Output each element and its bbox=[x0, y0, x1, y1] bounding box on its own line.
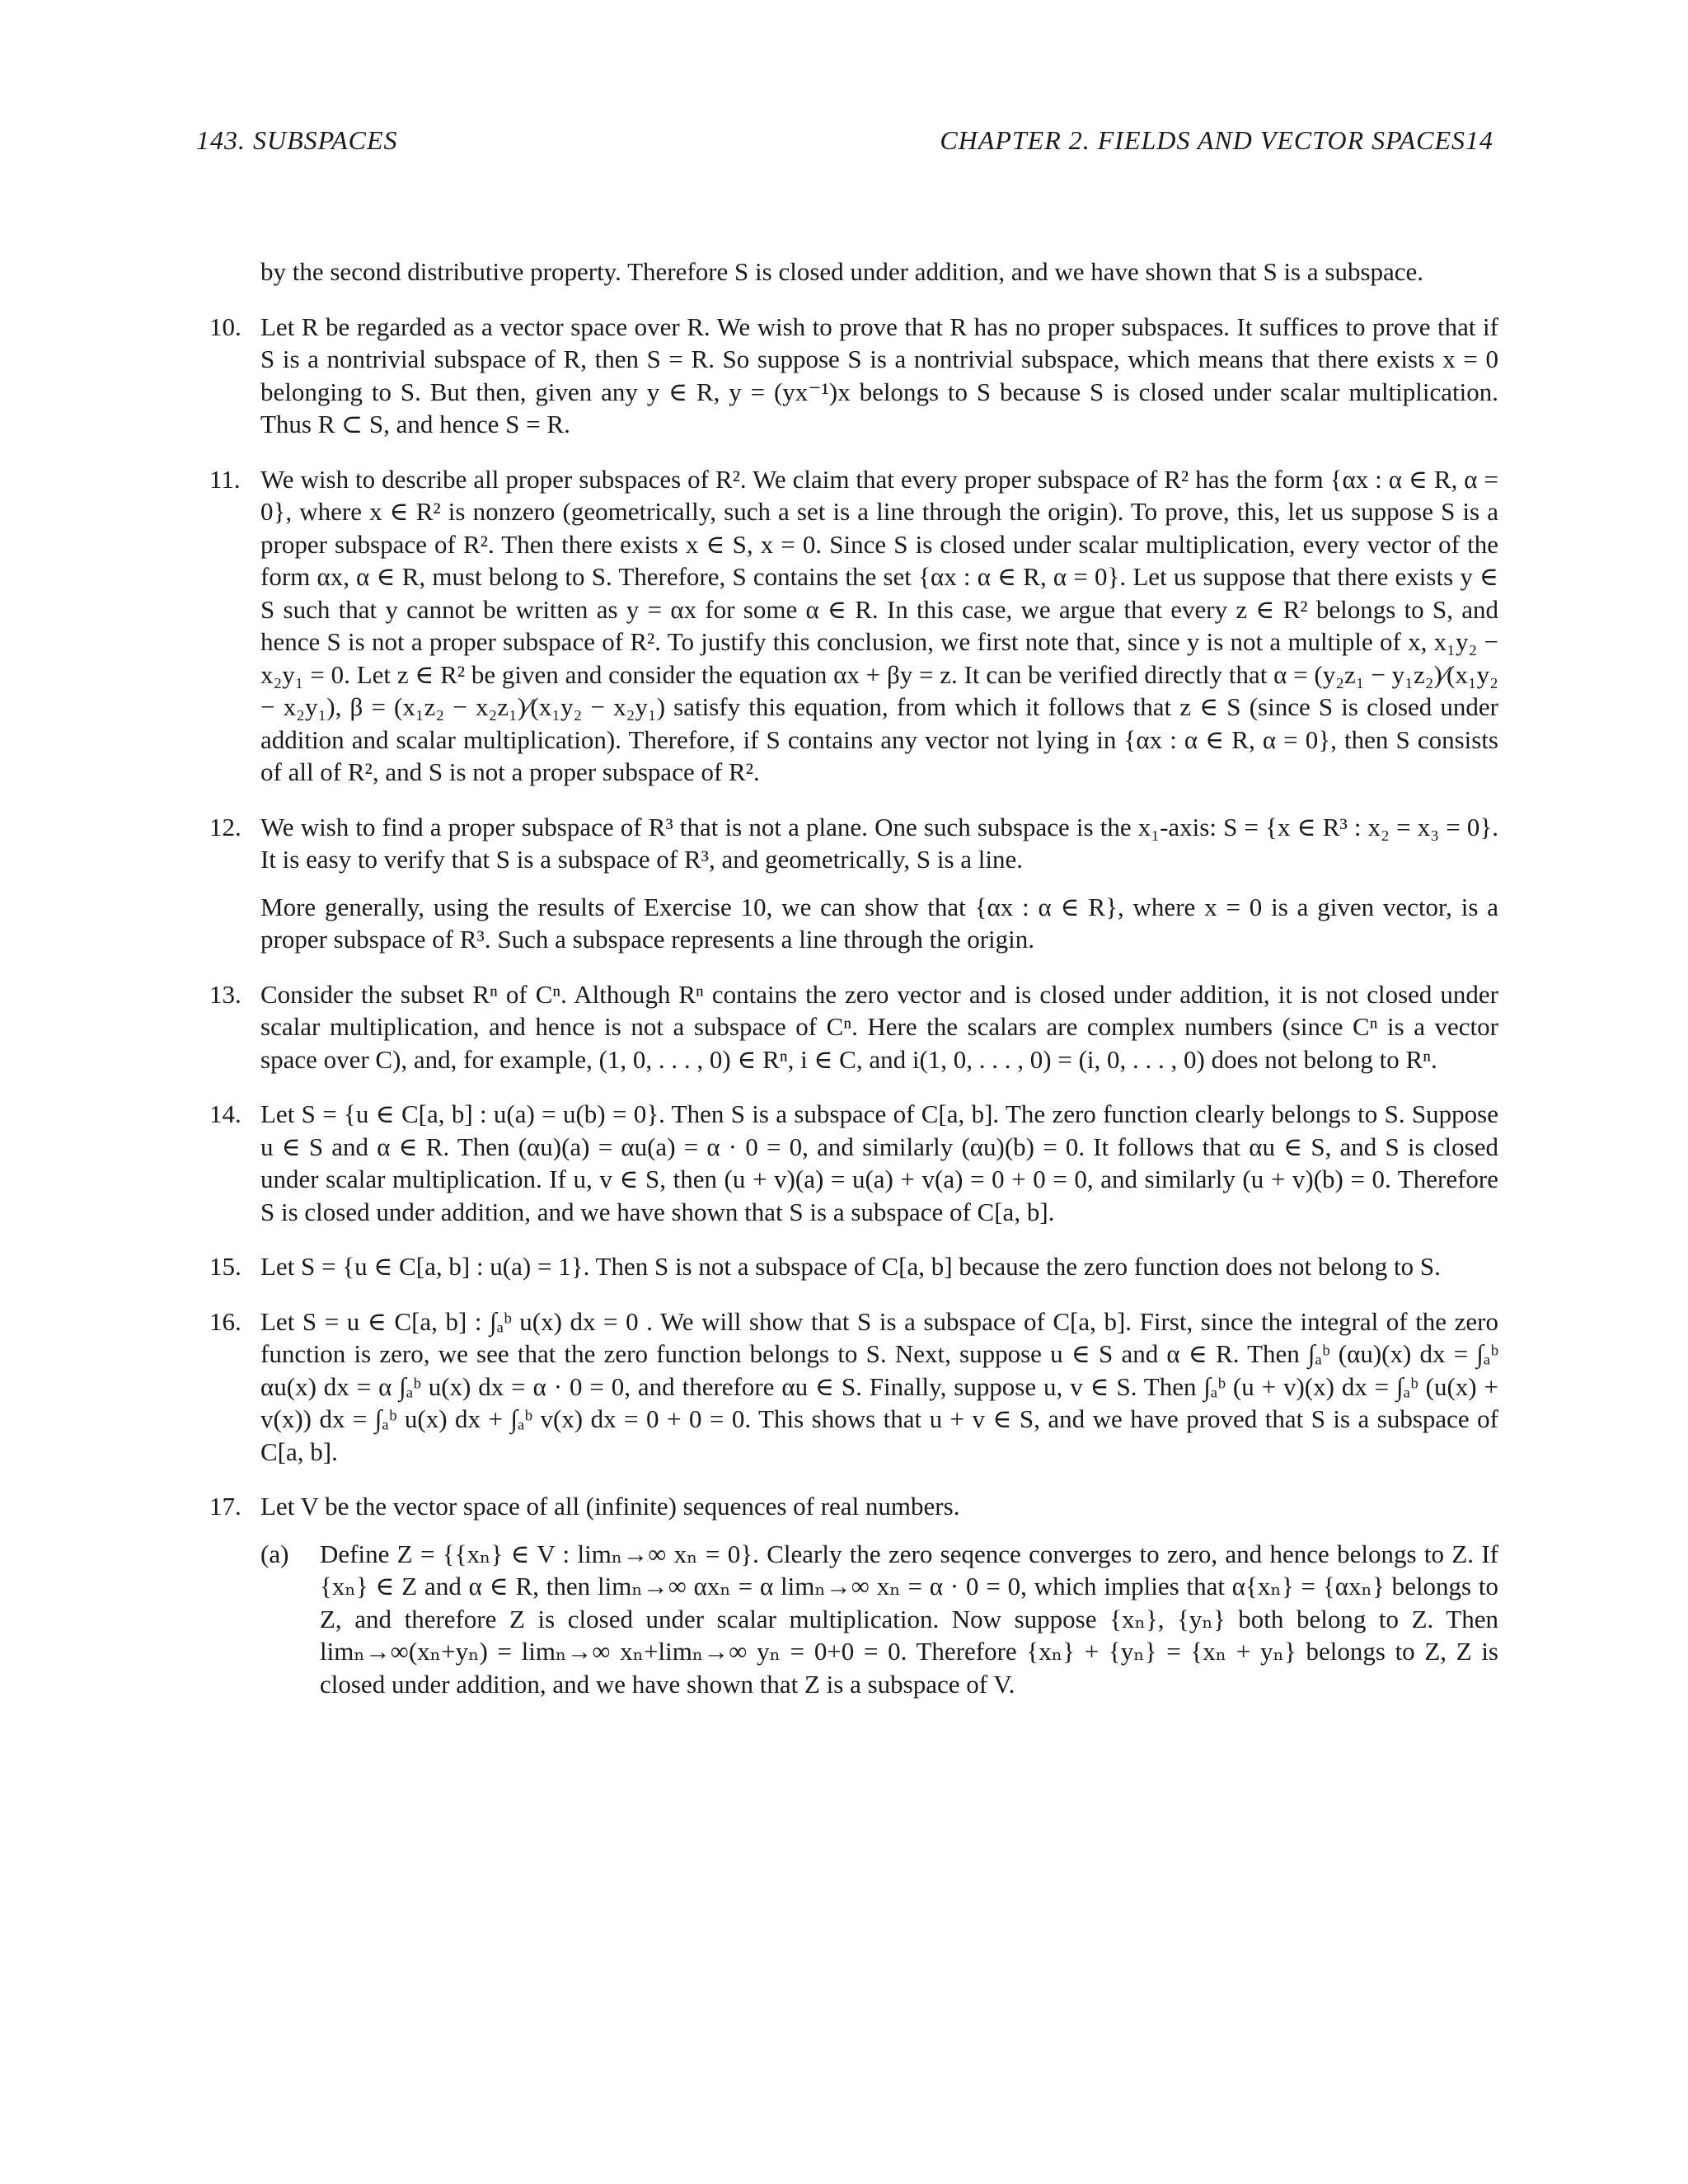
running-header-left: 143. SUBSPACES bbox=[196, 125, 398, 155]
exercise-number: 12. bbox=[209, 812, 241, 841]
exercise-14 bbox=[209, 1098, 1498, 1228]
running-header-right: CHAPTER 2. FIELDS AND VECTOR SPACES14 bbox=[940, 125, 1493, 155]
page-body bbox=[209, 255, 1498, 1722]
exercise-number: 11. bbox=[209, 464, 241, 494]
exercise-15 bbox=[209, 1250, 1498, 1283]
exercise-text-continued: More generally, using the results of Exercise 10, we can show that {αx : α ∈ R}, where x = 0 is a given vector, is a proper subspace of R³. Such a subspace represents a line through the origin. bbox=[260, 892, 1498, 954]
exercise-number: 13. bbox=[209, 979, 241, 1009]
exercise-number: 17. bbox=[209, 1492, 241, 1521]
intro-paragraph: by the second distributive property. Therefore S is closed under addition, and we have shown that S is a subspace. bbox=[260, 257, 1424, 286]
exercise-number: 16. bbox=[209, 1306, 241, 1336]
exercise-text: We wish to describe all proper subspaces of R². We claim that every proper subspace of R² has the form {αx : α ∈ R, α = 0}, where x ∈ R² is nonzero (geometrically, such a set is a line through the origin). To prove, this, let us suppose S is a proper subspace of R². Then there exists x ∈ S, x = 0. Since S is closed under scalar multiplication, every vector of the form αx, α ∈ R, must belong to S. Therefore, S contains the set {αx : α ∈ R, α = 0}. Let us suppose that there exists y ∈ S such that y cannot be written as y = αx for some α ∈ R. In this case, we argue that every z ∈ R² belongs to S, and hence S is not a proper subspace of R². To justify this conclusion, we first note that, since y is not a multiple of x, x₁y₂ − x₂y₁ = 0. Let z ∈ R² be given and consider the equation αx + βy = z. It can be verified directly that α = (y₂z₁ − y₁z₂)⁄(x₁y₂ − x₂y₁), β = (x₁z₂ − x₂z₁)⁄(x₁y₂ − x₂y₁) satisfy this equation, from which it follows that z ∈ S (since S is closed under addition and scalar multiplication). Therefore, if S contains any vector not lying in {αx : α ∈ R, α = 0}, then S consists of all of R², and S is not a proper subspace of R². bbox=[260, 464, 1498, 786]
exercise-text: Let V be the vector space of all (infinite) sequences of real numbers. bbox=[260, 1492, 960, 1521]
exercise-11 bbox=[209, 463, 1498, 789]
subpart-text: Define Z = {{xₙ} ∈ V : limₙ→∞ xₙ = 0}. Clearly the zero seqence converges to zero, and hence belongs to Z. If {xₙ} ∈ Z and α ∈ R, then limₙ→∞ αxₙ = α limₙ→∞ xₙ = α · 0 = 0, which implies that α{xₙ} = {αxₙ} belongs to Z, and therefore Z is closed under scalar multiplication. Now suppose {xₙ}, {yₙ} both belong to Z. Then limₙ→∞(xₙ+yₙ) = limₙ→∞ xₙ+limₙ→∞ yₙ = 0+0 = 0. Therefore {xₙ} + {yₙ} = {xₙ + yₙ} belongs to Z, Z is closed under addition, and we have shown that Z is a subspace of V. bbox=[320, 1539, 1498, 1699]
exercise-text: We wish to find a proper subspace of R³ that is not a plane. One such subspace is the x₁-axis: S = {x ∈ R³ : x₂ = x₃ = 0}. It is easy to verify that S is a subspace of R³, and geometrically, S is a line. bbox=[260, 812, 1498, 874]
exercise-text: Let S = {u ∈ C[a, b] : u(a) = u(b) = 0}. Then S is a subspace of C[a, b]. The zero function clearly belongs to S. Suppose u ∈ S and α ∈ R. Then (αu)(a) = αu(a) = α · 0 = 0, and similarly (αu)(b) = 0. It follows that αu ∈ S, and S is closed under scalar multiplication. If u, v ∈ S, then (u + v)(a) = u(a) + v(a) = 0 + 0 = 0, and similarly (u + v)(b) = 0. Therefore S is closed under addition, and we have shown that S is a subspace of C[a, b]. bbox=[260, 1099, 1498, 1226]
exercise-text: Consider the subset Rⁿ of Cⁿ. Although Rⁿ contains the zero vector and is closed under addition, it is not closed under scalar multiplication, and hence is not a subspace of Cⁿ. Here the scalars are complex numbers (since Cⁿ is a vector space over C), and, for example, (1, 0, . . . , 0) ∈ Rⁿ, i ∈ C, and i(1, 0, . . . , 0) = (i, 0, . . . , 0) does not belong to Rⁿ. bbox=[260, 979, 1498, 1074]
exercise-number: 14. bbox=[209, 1099, 241, 1128]
exercise-number: 15. bbox=[209, 1252, 241, 1281]
exercise-16 bbox=[209, 1305, 1498, 1469]
exercise-12 bbox=[209, 811, 1498, 956]
exercise-10 bbox=[209, 311, 1498, 441]
exercise-text: Let S = {u ∈ C[a, b] : u(a) = 1}. Then S is not a subspace of C[a, b] because the zero function does not belong to S. bbox=[260, 1252, 1441, 1281]
exercise-text: Let S = u ∈ C[a, b] : ∫ₐᵇ u(x) dx = 0 . We will show that S is a subspace of C[a, b]. First, since the integral of the zero function is zero, we see that the zero function belongs to S. Next, suppose u ∈ S and α ∈ R. Then ∫ₐᵇ (αu)(x) dx = ∫ₐᵇ αu(x) dx = α ∫ₐᵇ u(x) dx = α · 0 = 0, and therefore αu ∈ S. Finally, suppose u, v ∈ S. Then ∫ₐᵇ (u + v)(x) dx = ∫ₐᵇ (u(x) + v(x)) dx = ∫ₐᵇ u(x) dx + ∫ₐᵇ v(x) dx = 0 + 0 = 0. This shows that u + v ∈ S, and we have proved that S is a subspace of C[a, b]. bbox=[260, 1306, 1498, 1466]
exercise-13 bbox=[209, 978, 1498, 1076]
exercise-17 bbox=[209, 1490, 1498, 1700]
exercise-number: 10. bbox=[209, 312, 241, 341]
exercise-17a bbox=[260, 1538, 1498, 1701]
subpart-label: (a) bbox=[260, 1539, 289, 1568]
exercise-text: Let R be regarded as a vector space over R. We wish to prove that R has no proper subspaces. It suffices to prove that if S is a nontrivial subspace of R, then S = R. So suppose S is a nontrivial subspace, which means that there exists x = 0 belonging to S. But then, given any y ∈ R, y = (yx⁻¹)x belongs to S because S is closed under scalar multiplication. Thus R ⊂ S, and hence S = R. bbox=[260, 312, 1498, 438]
